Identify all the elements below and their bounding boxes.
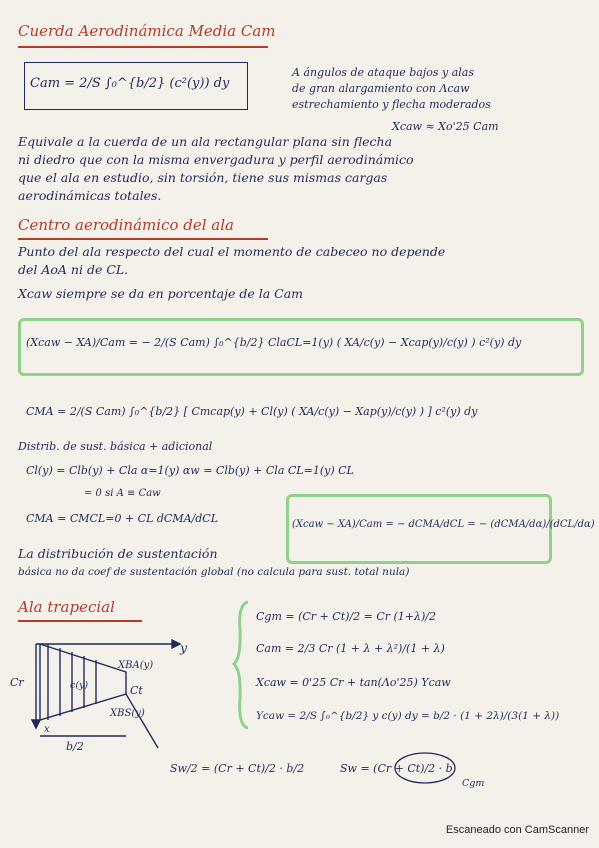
cam-formula: Cam = 2/S ∫₀^{b/2} (c²(y)) dy [30,76,230,91]
diagram-xbs: XBS(y) [110,708,145,719]
xcaw-approx: Xcaw ≈ Xo'25 Cam [392,120,499,133]
side-note-1: A ángulos de ataque bajos y alas [292,66,474,79]
section-title-trapecial: Ala trapecial [18,598,115,616]
footnote-1: La distribución de sustentación [18,546,218,561]
centro-desc-2: del AoA ni de CL. [18,262,129,277]
formula-cl: Cl(y) = Clb(y) + Cla α=1(y) αw = Clb(y) + Cla CL=1(y) CL [26,464,354,477]
formula-cgm: Cgm = (Cr + Ct)/2 = Cr (1+λ)/2 [256,610,436,623]
diagram-x-axis: x [44,724,50,735]
formula-cma: CMA = 2/(S Cam) ∫₀^{b/2} [ Cmcap(y) + Cl(y) ( XA/c(y) − Xap(y)/c(y) ) ] c²(y) dy [26,405,478,418]
formula-sw: Sw = (Cr + Ct)/2 · b [340,762,453,775]
scanner-footer: Escaneado con CamScanner [445,824,589,836]
trapezoid-wing-diagram [8,630,230,752]
formula-xcaw-trap: Xcaw = 0'25 Cr + tan(Λo'25) Ycaw [256,676,451,689]
zero-note: = 0 si A ≡ Caw [84,488,161,499]
diagram-xba: XBA(y) [118,660,154,671]
section-title-centro: Centro aerodinámico del ala [18,216,234,234]
title-underline [18,238,268,240]
cgm-label: Cgm [462,778,485,789]
formula-cma-cl: CMA = CMCL=0 + CL dCMA/dCL [26,512,219,525]
distrib-note: Distrib. de sust. básica + adicional [18,440,213,453]
section-title-cam: Cuerda Aerodinámica Media Cam [18,22,276,40]
footnote-2: básica no da coef de sustentación global (no calcula para sust. total nula) [18,566,410,578]
formula-xcaw: (Xcaw − XA)/Cam = − 2/(S Cam) ∫₀^{b/2} ClaCL=1(y) ( XA/c(y) − Xcap(y)/c(y) ) c²(y) dy [26,336,522,349]
formula-derivative: (Xcaw − XA)/Cam = − dCMA/dCL = − (dCMA/dα)/(dCL/dα) [292,519,595,530]
cam-desc-2: ni diedro que con la misma envergadura y perfil aerodinámico [18,152,414,167]
centro-note: Xcaw siempre se da en porcentaje de la Cam [18,286,304,301]
diagram-y-axis: y [180,640,188,655]
cam-desc-4: aerodinámicas totales. [18,188,162,203]
title-underline [18,620,142,622]
brace [232,600,252,730]
title-underline [18,46,268,48]
diagram-ct: Ct [130,684,143,697]
diagram-half-span: b/2 [66,740,84,753]
side-note-2: de gran alargamiento con Λcaw [292,82,470,95]
formula-cam-trap: Cam = 2/3 Cr (1 + λ + λ²)/(1 + λ) [256,642,445,655]
diagram-cr: Cr [10,676,24,689]
side-note-3: estrechamiento y flecha moderados [292,98,491,111]
centro-desc-1: Punto del ala respecto del cual el momento de cabeceo no depende [18,244,446,259]
formula-ycaw: Ycaw = 2/S ∫₀^{b/2} y c(y) dy = b/2 · (1 + 2λ)/(3(1 + λ)) [256,710,560,722]
circle-highlight [392,750,458,786]
cam-desc-3: que el ala en estudio, sin torsión, tiene sus mismas cargas [18,170,388,185]
diagram-cy: c(y) [70,680,89,691]
formula-sw-half: Sw/2 = (Cr + Ct)/2 · b/2 [170,762,305,775]
cam-desc-1: Equivale a la cuerda de un ala rectangular plana sin flecha [18,134,393,149]
